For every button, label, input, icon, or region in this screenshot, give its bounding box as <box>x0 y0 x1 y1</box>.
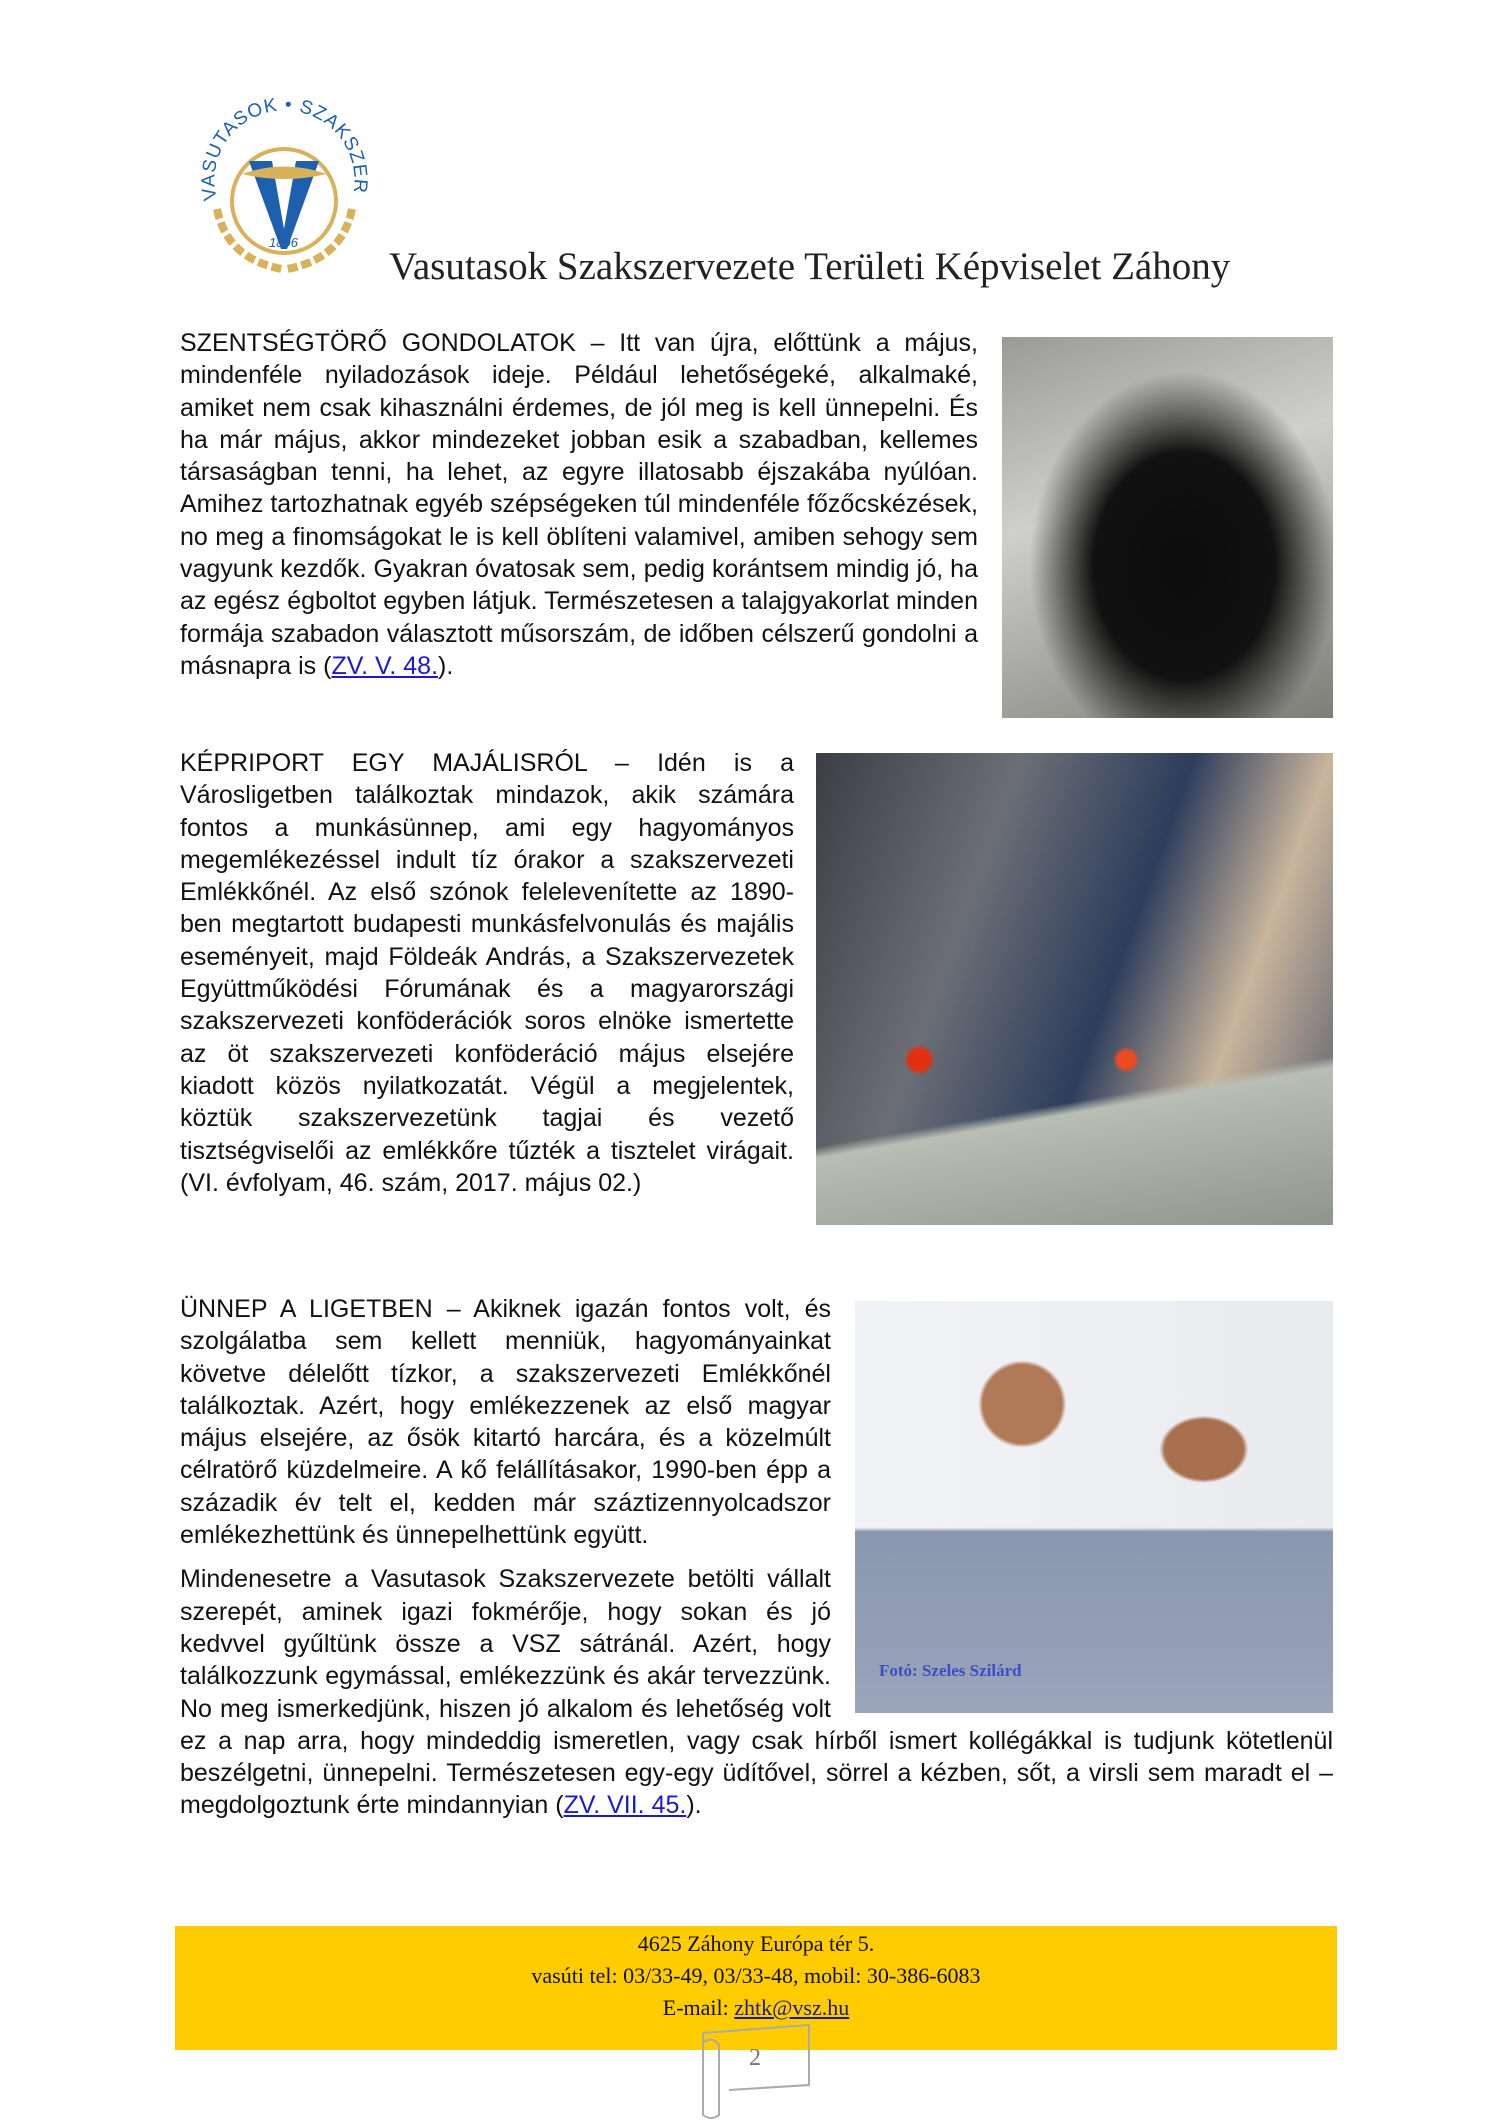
page-title: Vasutasok Szakszervezete Területi Képviselet Záhony <box>389 245 1231 288</box>
page-number-scroll <box>689 2015 829 2120</box>
union-logo <box>187 89 377 279</box>
article-body: – Akiknek igazán fontos volt, és szolgálatba sem kellett menniük, hagyományainkat követve délelőtt tízkor, a szakszervezeti Emlékkőnél találkoztak. Azért, hogy emlékezzenek az első magyar május elsejére, az ősök kitartó harcára, és a közelmúlt célratörő küzdelmeire. A kő felállításakor, 1990-ben épp a századik év telt el, kedden már száztizennyolcadszor emlékezhettünk és ünnepelhettünk együtt. <box>180 1295 832 1550</box>
two-men-photo <box>855 1301 1333 1713</box>
article-body: – Itt van újra, előttünk a május, mindenféle nyiladozások ideje. Például lehetőségeké, alkalmaké, amiket nem csak kihasználni érdemes, de jól meg is kell ünnepelni. És ha már május, akkor mindezeket jobban esik a szabadban, kellemes társaságban tenni, ha lehet, az egyre illatosabb éjszakába nyúlóan. Amihez tartozhatnak egyéb szépségeken túl mindenféle főzőcskézések, no meg a finomságokat le is kell öblíteni valamivel, amiben sehogy sem vagyunk kezdők. Gyakran óvatosak sem, pedig korántsem mindig jó, ha az egész égboltot egyben látjuk. Természetesen a talajgyakorlat minden formája szabadon választott műsorszám, de időben célszerű gondolni a másnapra is ( <box>180 329 978 680</box>
article-body: – Idén is a Városligetben találkoztak mindazok, akik számára fontos a munkásünnep, ami egy hagyományos megemlékezéssel indult tíz órakor a szakszervezeti Emlékkőnél. Az első szónok felelevenítette az 1890-ben megtartott budapesti munkásfelvonulás és majális eseményeit, majd Földeák András, a Szakszervezetek Együttműködési Fórumának és a magyarországi szakszervezeti konföderációk soros elnöke ismertette az öt szakszervezeti konföderáció május elsejére kiadott közös nyilatkozatát. Végül a megjelentek, köztük szakszervezetünk tagjai és vezető tisztségviselői az emlékkőre tűzték a tisztelet virágait. (VI. évfolyam, 46. szám, 2017. május 02.) <box>180 749 794 1197</box>
article-link[interactable]: ZV. VII. 45. <box>563 1791 687 1820</box>
article-tail: ). <box>686 1791 702 1820</box>
footer-address: 4625 Záhony Európa tér 5. <box>637 1931 875 1956</box>
article-heading: ÜNNEP A LIGETBEN <box>180 1295 433 1323</box>
article-szentsegtoro <box>180 327 1333 728</box>
article-heading: KÉPRIPORT EGY MAJÁLISRÓL <box>180 749 587 777</box>
article-heading: SZENTSÉGTÖRŐ GONDOLATOK <box>180 329 576 357</box>
may-day-crowd-photo <box>816 753 1333 1225</box>
footer-phones: vasúti tel: 03/33-49, 03/33-48, mobil: 30-386-6083 <box>531 1963 981 1988</box>
article-unnep <box>180 1293 1333 1834</box>
photo-credit: Fotó: Szeles Szilárd <box>879 1661 1022 1680</box>
article-kepriport <box>180 747 1333 1235</box>
footer-email-label: E-mail: <box>662 1995 735 2020</box>
article-tail: ). <box>438 651 454 680</box>
svg-text:1896: 1896 <box>269 235 298 250</box>
footer-email-link[interactable]: zhtk@vsz.hu <box>734 1995 850 2020</box>
svg-text:VASUTASOK • SZAKSZERVEZETE: VASUTASOK • SZAKSZER <box>198 94 371 203</box>
article-link[interactable]: ZV. V. 48. <box>331 651 439 680</box>
page-number: 2 <box>749 2045 761 2071</box>
article-body-2: Mindenesetre a Vasutasok Szakszervezete betölti vállalt szerepét, aminek igazi fokmérője, hogy sokan és jó kedvvel gyűltünk össze a VSZ sátránál. Azért, hogy találkozzunk egymással, emlékezzünk és akár tervezzünk. No meg ismerkedjünk, hiszen jó alkalom és lehetőség volt ez a nap arra, hogy mindeddig ismeretlen, vagy csak hírből ismert kollégákkal is tudjunk kötetlenül beszélgetni, ünnepelni. Természetesen egy-egy üdítővel, sörrel a kézben, sőt, a virsli sem maradt el – megdolgoztunk érte mindannyian ( <box>180 1565 1333 1820</box>
black-cat-photo <box>1002 337 1333 718</box>
